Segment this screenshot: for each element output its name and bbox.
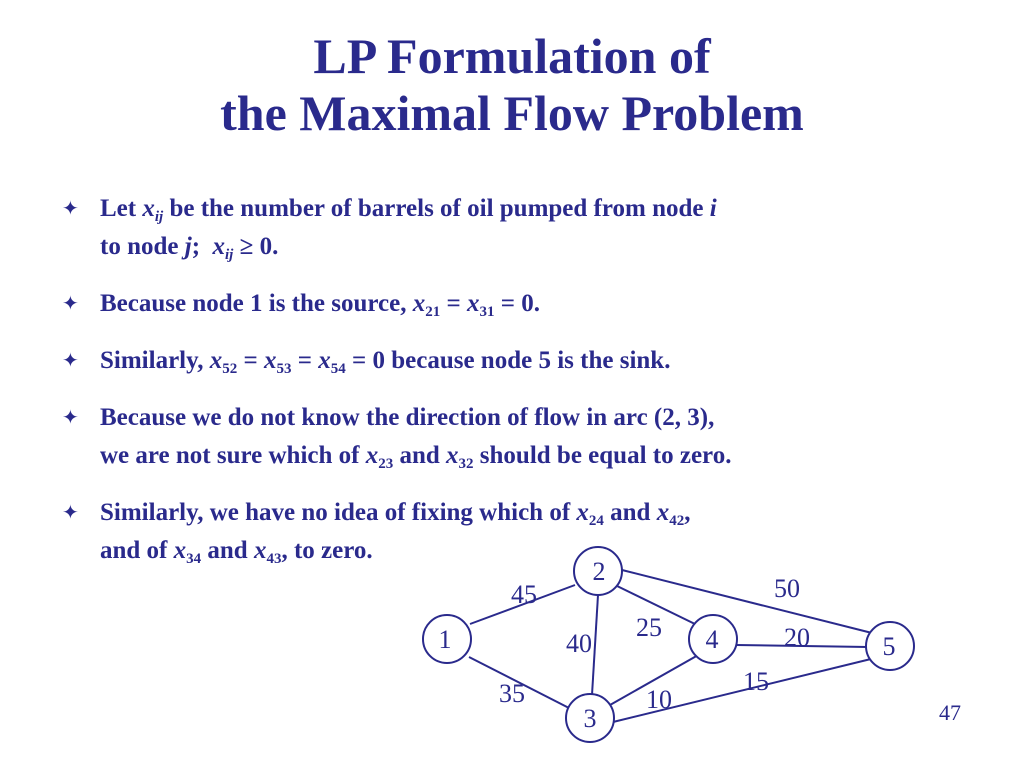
network-diagram <box>410 540 930 755</box>
variable: x <box>576 499 589 526</box>
bullet-text: Let <box>100 195 143 222</box>
bullet-text: Similarly, we have no idea of fixing which of <box>100 499 577 526</box>
bullet-item-3 <box>62 342 992 380</box>
bullet-text: Because node 1 is the source, <box>100 290 413 317</box>
bullet-text: and of <box>100 537 174 564</box>
capacity-3-4: 10 <box>646 685 672 714</box>
bullet-text: = 0. <box>494 290 540 317</box>
variable: i <box>709 195 717 222</box>
variable: x <box>209 347 223 374</box>
bullet-text: ; <box>191 233 213 260</box>
subscript: 31 <box>479 304 495 320</box>
four-pointed-star-icon: ✦ <box>62 293 79 315</box>
variable: x <box>263 347 277 374</box>
subscript: 42 <box>669 513 685 529</box>
subscript: 24 <box>588 513 604 529</box>
variable: j <box>184 233 192 260</box>
capacity-2-3: 40 <box>566 629 592 658</box>
four-pointed-star-icon: ✦ <box>62 350 79 372</box>
capacity-3-5: 15 <box>743 667 769 696</box>
bullet-text: and <box>603 499 657 526</box>
variable: x <box>142 195 155 222</box>
node-5-label: 5 <box>882 632 896 661</box>
bullet-text: we are not sure which of <box>100 442 366 469</box>
bullet-text: = <box>237 347 264 374</box>
capacity-4-5: 20 <box>784 623 810 652</box>
subscript: 54 <box>330 361 346 377</box>
capacity-1-2: 45 <box>511 580 537 609</box>
subscript: 34 <box>186 551 202 567</box>
variable: x <box>318 347 331 374</box>
bullet-text: Because we do not know the direction of flow in arc (2, 3), <box>100 404 715 431</box>
bullet-text: should be equal to zero. <box>473 442 732 469</box>
subscript: 21 <box>425 304 441 320</box>
bullet-text: ≥ 0. <box>233 233 279 260</box>
four-pointed-star-icon: ✦ <box>62 502 79 524</box>
subscript: 52 <box>222 361 238 377</box>
variable: x <box>253 537 267 564</box>
capacity-2-4: 25 <box>636 613 662 642</box>
subscript: ij <box>225 247 234 263</box>
subscript: 23 <box>378 456 394 472</box>
variable: x <box>412 290 426 317</box>
bullet-text: = <box>291 347 319 374</box>
bullet-list <box>62 190 992 589</box>
bullet-text: and <box>201 537 254 564</box>
arc-2-3 <box>592 595 598 695</box>
variable: x <box>212 233 226 260</box>
bullet-text: Similarly, <box>100 347 210 374</box>
subscript: 43 <box>266 551 282 567</box>
variable: x <box>446 442 459 469</box>
capacity-1-3: 35 <box>499 679 525 708</box>
bullet-text: , <box>684 499 691 526</box>
bullet-text: = <box>440 290 467 317</box>
node-4-label: 4 <box>705 625 719 654</box>
bullet-text: be the number of barrels of oil pumped from node <box>163 195 710 222</box>
title-line-1: LP Formulation of <box>313 28 711 84</box>
node-1-label: 1 <box>438 625 452 654</box>
subscript: 53 <box>276 361 292 377</box>
bullet-text: to node <box>100 233 185 260</box>
variable: x <box>656 499 670 526</box>
variable: x <box>173 537 187 564</box>
node-2-label: 2 <box>592 557 606 586</box>
bullet-item-2 <box>62 285 992 323</box>
title-line-2: the Maximal Flow Problem <box>220 85 804 141</box>
subscript: 32 <box>458 456 474 472</box>
bullet-item-4 <box>62 399 992 475</box>
page-number: 47 <box>939 700 961 725</box>
variable: x <box>466 290 480 317</box>
four-pointed-star-icon: ✦ <box>62 407 79 429</box>
capacity-2-5: 50 <box>774 574 800 603</box>
bullet-text: = 0 because node 5 is the sink. <box>345 347 671 374</box>
node-3-label: 3 <box>583 704 597 733</box>
bullet-text: , to zero. <box>281 537 373 564</box>
four-pointed-star-icon: ✦ <box>62 198 79 220</box>
slide-title <box>0 28 1024 142</box>
bullet-text: and <box>393 442 447 469</box>
subscript: ij <box>154 209 164 225</box>
bullet-item-1 <box>62 190 992 266</box>
variable: x <box>365 442 379 469</box>
